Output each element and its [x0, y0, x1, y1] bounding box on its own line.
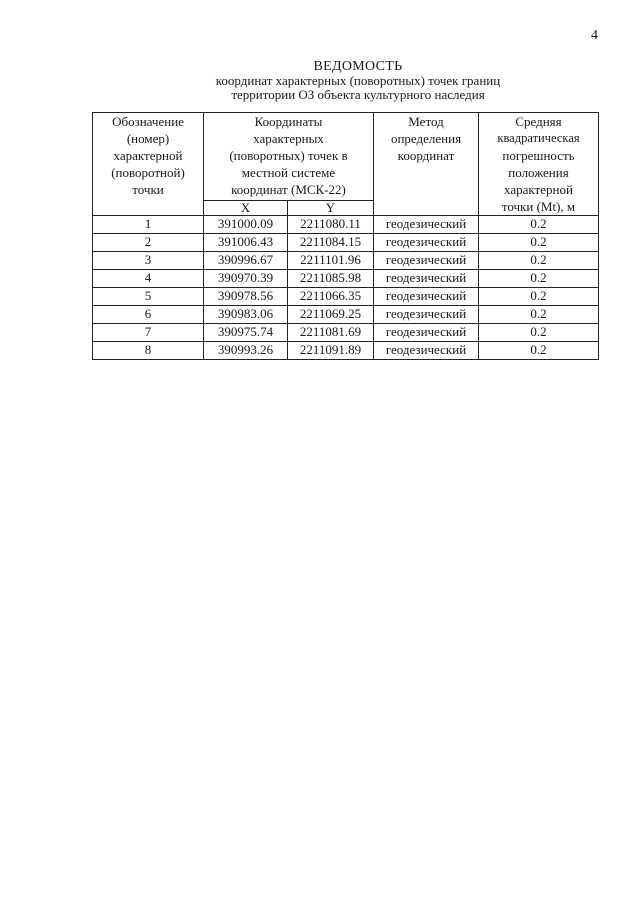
header-error-line: квадратическая — [497, 131, 580, 145]
cell-point-number: 8 — [93, 342, 204, 360]
cell-x: 390993.26 — [204, 342, 288, 360]
header-coords-line: характерных — [253, 131, 324, 146]
header-point-line: (номер) — [126, 131, 170, 146]
cell-point-number: 7 — [93, 324, 204, 342]
header-error-line: характерной — [504, 182, 573, 197]
cell-point-number: 3 — [93, 252, 204, 270]
coordinates-table — [92, 112, 599, 360]
header-error-line: точки (Mt), м — [501, 199, 576, 214]
cell-method: геодезический — [374, 306, 479, 324]
cell-method: геодезический — [374, 234, 479, 252]
cell-point-number: 2 — [93, 234, 204, 252]
cell-point-number: 4 — [93, 270, 204, 288]
cell-error: 0.2 — [479, 288, 599, 306]
cell-y: 2211069.25 — [288, 306, 374, 324]
cell-y: 2211080.11 — [288, 216, 374, 234]
table-row — [93, 234, 599, 252]
cell-method: геодезический — [374, 270, 479, 288]
cell-error: 0.2 — [479, 306, 599, 324]
cell-x: 391006.43 — [204, 234, 288, 252]
header-error-line: погрешность — [502, 148, 575, 163]
cell-method: геодезический — [374, 342, 479, 360]
cell-y: 2211091.89 — [288, 342, 374, 360]
cell-error: 0.2 — [479, 252, 599, 270]
cell-method: геодезический — [374, 324, 479, 342]
cell-error: 0.2 — [479, 342, 599, 360]
header-coords-line: Координаты — [254, 114, 323, 129]
table-row — [93, 270, 599, 288]
cell-x: 390975.74 — [204, 324, 288, 342]
table-row — [93, 306, 599, 324]
header-point — [93, 113, 204, 216]
header-coords — [204, 113, 374, 201]
table-row — [93, 288, 599, 306]
cell-x: 390983.06 — [204, 306, 288, 324]
header-method-line: координат — [397, 148, 455, 163]
cell-method: геодезический — [374, 288, 479, 306]
cell-error: 0.2 — [479, 216, 599, 234]
title-line-1: координат характерных (поворотных) точек границ — [215, 73, 501, 88]
cell-x: 390996.67 — [204, 252, 288, 270]
header-point-line: (поворотной) — [111, 165, 185, 180]
document-title — [120, 60, 596, 102]
cell-error: 0.2 — [479, 234, 599, 252]
header-point-line: характерной — [113, 148, 183, 163]
table-row — [93, 324, 599, 342]
table-row — [93, 252, 599, 270]
title-line-2: территории ОЗ объекта культурного наследия — [231, 87, 485, 102]
header-method — [374, 113, 479, 216]
cell-x: 391000.09 — [204, 216, 288, 234]
header-coords-line: координат (МСК-22) — [231, 182, 346, 197]
cell-method: геодезический — [374, 252, 479, 270]
cell-y: 2211084.15 — [288, 234, 374, 252]
cell-error: 0.2 — [479, 270, 599, 288]
cell-y: 2211101.96 — [288, 252, 374, 270]
header-point-line: Обозначение — [112, 114, 184, 129]
title-main: ВЕДОМОСТЬ — [313, 59, 403, 74]
header-error — [479, 113, 599, 216]
cell-x: 390970.39 — [204, 270, 288, 288]
table-row — [93, 216, 599, 234]
cell-point-number: 5 — [93, 288, 204, 306]
header-method-line: определения — [390, 131, 462, 146]
header-y: Y — [288, 200, 374, 215]
header-method-line: Метод — [408, 114, 444, 129]
table-row — [93, 342, 599, 360]
cell-point-number: 1 — [93, 216, 204, 234]
cell-x: 390978.56 — [204, 288, 288, 306]
cell-y: 2211081.69 — [288, 324, 374, 342]
cell-method: геодезический — [374, 216, 479, 234]
header-coords-line: (поворотных) точек в — [229, 148, 348, 163]
cell-point-number: 6 — [93, 306, 204, 324]
header-point-line: точки — [132, 182, 164, 197]
page-number: 4 — [591, 28, 598, 43]
header-x: X — [204, 200, 288, 215]
cell-y: 2211085.98 — [288, 270, 374, 288]
cell-error: 0.2 — [479, 324, 599, 342]
cell-y: 2211066.35 — [288, 288, 374, 306]
header-error-line: положения — [508, 165, 569, 180]
header-coords-line: местной системе — [241, 165, 336, 180]
header-error-line: Средняя — [515, 114, 562, 129]
